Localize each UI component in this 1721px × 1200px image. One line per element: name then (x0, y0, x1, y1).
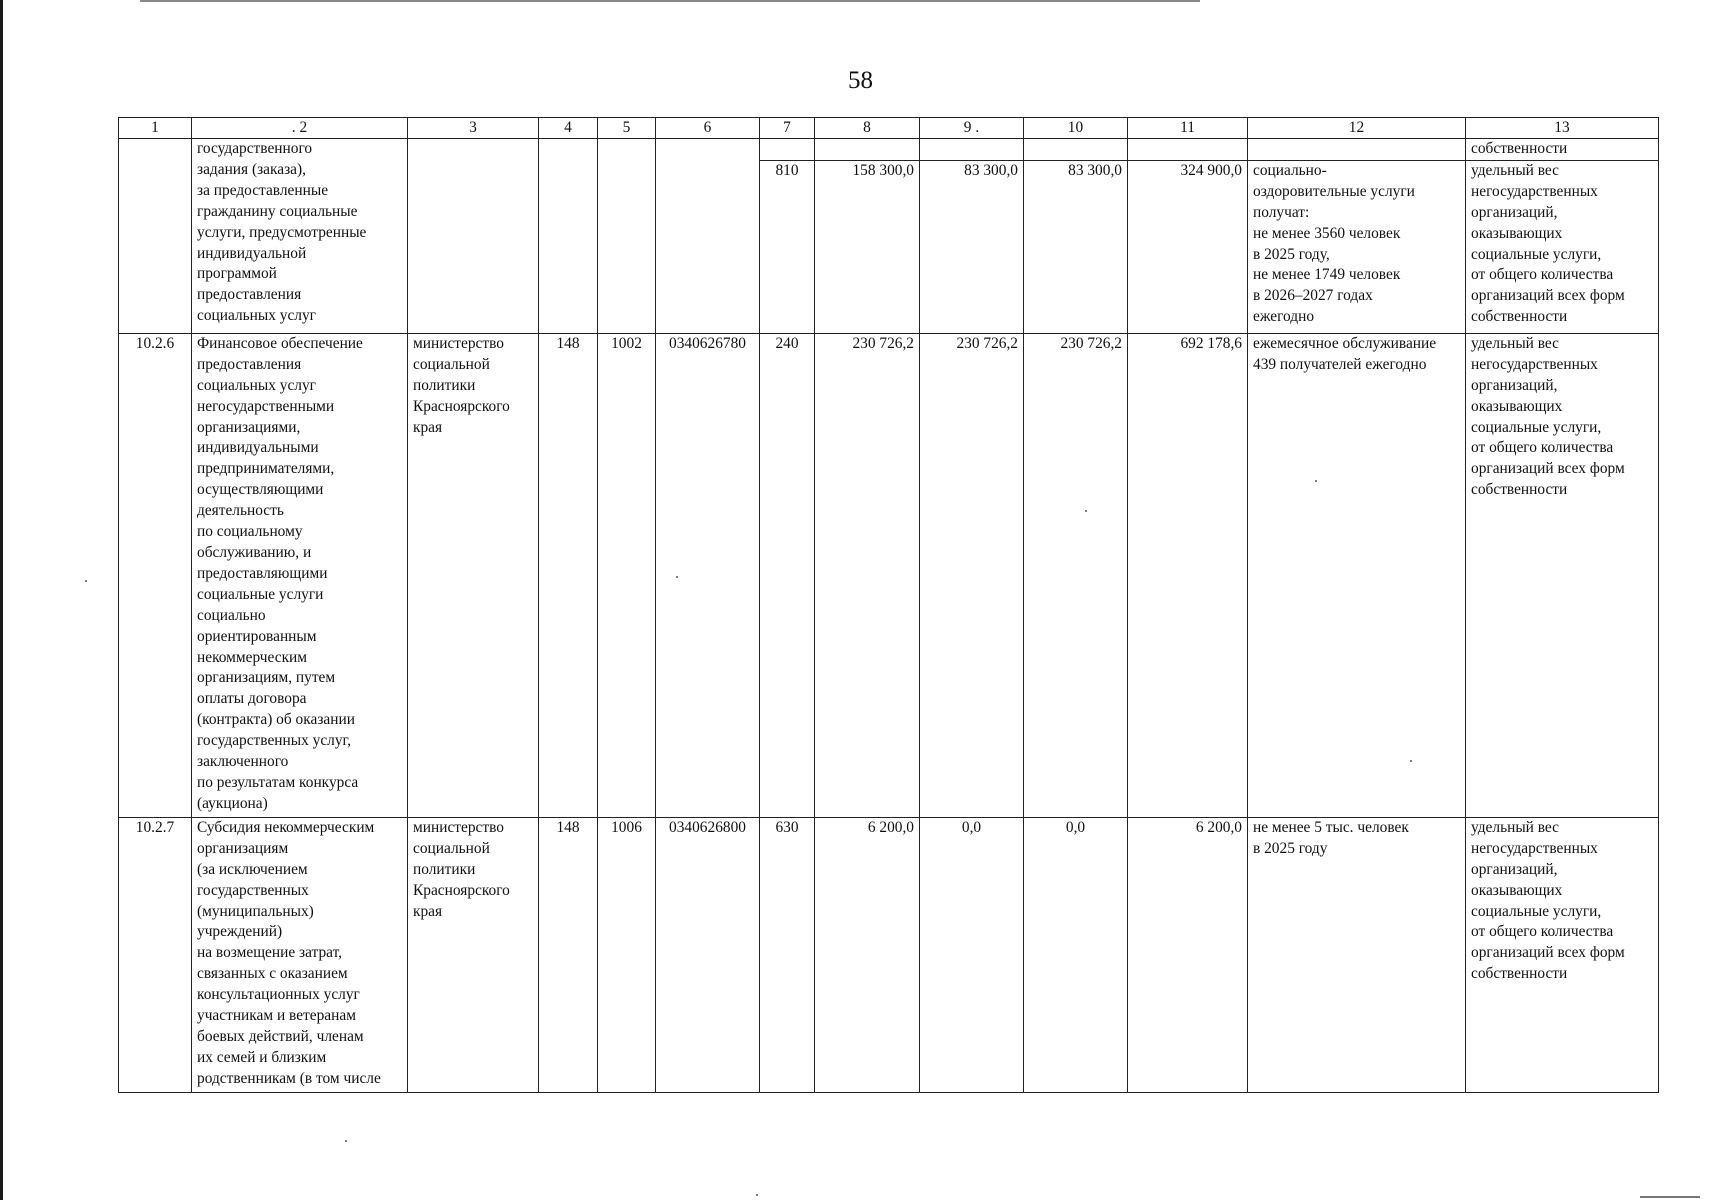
column-header: 10 (1024, 118, 1128, 139)
scan-speck (85, 580, 87, 582)
scan-speck (676, 576, 678, 578)
column-number-header-row (119, 118, 1659, 139)
column-header: 7 (760, 118, 815, 139)
scan-speck (756, 1194, 758, 1196)
column-header: . 2 (192, 118, 408, 139)
cell-indicator: удельный вес негосударственных организаций, оказывающих социальные услуги, от общего количества организаций всех форм собственности (1466, 333, 1659, 817)
page-number: 58 (848, 67, 873, 94)
cell-col8: 230 726,2 (815, 333, 920, 817)
cell-result: ежемесячное обслуживание 439 получателей ежегодно (1248, 333, 1466, 817)
cell-col6: 0340626800 (656, 817, 760, 1092)
cell-col8: 158 300,0 (815, 160, 920, 333)
cell-col10: 0,0 (1024, 817, 1128, 1092)
cell-col11: 324 900,0 (1128, 160, 1248, 333)
column-header: 13 (1466, 118, 1659, 139)
cell-agency (408, 139, 539, 334)
scan-speck (1410, 760, 1412, 762)
cell-number (119, 139, 192, 334)
cell-col5: 1006 (598, 817, 656, 1092)
cell-activity-name: Финансовое обеспечение предоставления социальных услуг негосударственными организациями, индивидуальными предпринимателями, осуществляющими деятельность по социальному обслуживанию, и предоставляющими социальные услуги социально ориентированным некоммерческим организациям, путем оплаты договора (контракта) об оказании государственных услуг, заключенного по результатам конкурса (аукциона) (192, 333, 408, 817)
cell-col13: собственности (1466, 139, 1659, 161)
cell-col10: 83 300,0 (1024, 160, 1128, 333)
column-header: 9 . (920, 118, 1024, 139)
scan-speck (1085, 510, 1087, 512)
scan-left-edge (0, 0, 3, 1200)
cell-col11: 692 178,6 (1128, 333, 1248, 817)
cell-col9 (920, 139, 1024, 161)
cell-col7: 630 (760, 817, 815, 1092)
cell-col9: 0,0 (920, 817, 1024, 1092)
cell-col12 (1248, 139, 1466, 161)
scan-bottom-mark (1640, 1196, 1700, 1198)
cell-number: 10.2.6 (119, 333, 192, 817)
column-header: 1 (119, 118, 192, 139)
cell-col7: 240 (760, 333, 815, 817)
column-header: 5 (598, 118, 656, 139)
cell-activity-name: государственного задания (заказа), за предоставленные гражданину социальные услуги, предусмотренные индивидуальной программой предоставления социальных услуг (192, 139, 408, 334)
cell-col7 (760, 139, 815, 161)
cell-col5: 1002 (598, 333, 656, 817)
cell-col11: 6 200,0 (1128, 817, 1248, 1092)
scan-speck (345, 1140, 347, 1142)
cell-indicator: удельный вес негосударственных организаций, оказывающих социальные услуги, от общего количества организаций всех форм собственности (1466, 817, 1659, 1092)
cell-indicator: удельный вес негосударственных организаций, оказывающих социальные услуги, от общего количества организаций всех форм собственности (1466, 160, 1659, 333)
cell-number: 10.2.7 (119, 817, 192, 1092)
cell-agency: министерство социальной политики Красноярского края (408, 817, 539, 1092)
column-header: 11 (1128, 118, 1248, 139)
cell-col9: 230 726,2 (920, 333, 1024, 817)
column-header: 6 (656, 118, 760, 139)
cell-agency: министерство социальной политики Красноярского края (408, 333, 539, 817)
cell-col4: 148 (539, 333, 598, 817)
cell-col8: 6 200,0 (815, 817, 920, 1092)
continuation-subrow-top (119, 139, 1659, 161)
column-header: 4 (539, 118, 598, 139)
scan-speck (1315, 480, 1317, 482)
column-header: 3 (408, 118, 539, 139)
cell-col10 (1024, 139, 1128, 161)
cell-col4: 148 (539, 817, 598, 1092)
cell-col5 (598, 139, 656, 334)
table-row (119, 817, 1659, 1092)
cell-col4 (539, 139, 598, 334)
cell-col6 (656, 139, 760, 334)
cell-col10: 230 726,2 (1024, 333, 1128, 817)
cell-col11 (1128, 139, 1248, 161)
column-header: 12 (1248, 118, 1466, 139)
cell-col9: 83 300,0 (920, 160, 1024, 333)
cell-result: социально- оздоровительные услуги получат: не менее 3560 человек в 2025 году, не менее 1749 человек в 2026–2027 годах ежегодно (1248, 160, 1466, 333)
cell-col7: 810 (760, 160, 815, 333)
column-header: 8 (815, 118, 920, 139)
scan-top-rule (140, 0, 1200, 2)
program-activities-table (118, 117, 1659, 1093)
table-row (119, 333, 1659, 817)
cell-col6: 0340626780 (656, 333, 760, 817)
cell-result: не менее 5 тыс. человек в 2025 году (1248, 817, 1466, 1092)
cell-col8 (815, 139, 920, 161)
cell-activity-name: Субсидия некоммерческим организациям (за исключением государственных (муниципальных) учреждений) на возмещение затрат, связанных с оказанием консультационных услуг участникам и ветеранам боевых действий, членам их семей и близким родственникам (в том числе (192, 817, 408, 1092)
